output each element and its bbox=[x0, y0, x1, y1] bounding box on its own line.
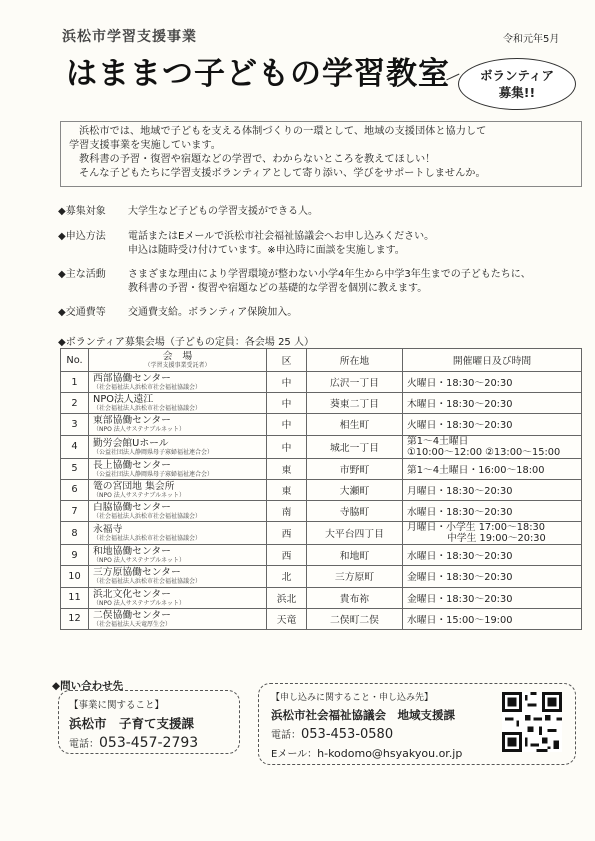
venue-cell bbox=[89, 500, 267, 521]
venue-schedule: 月曜日・小学生 17:00～18:30 bbox=[407, 522, 545, 534]
venue-schedule-cell bbox=[403, 435, 582, 458]
venue-no: 11 bbox=[61, 587, 89, 608]
venue-address: 葵東二丁目 bbox=[307, 393, 403, 414]
venue-address: 広沢一丁目 bbox=[307, 372, 403, 393]
venue-schedule-cell bbox=[403, 458, 582, 479]
venues-heading: ◆ボランティア募集会場（子どもの定員：各会場 25 人） bbox=[58, 337, 314, 348]
header-venue-label: 会 場 bbox=[162, 351, 193, 362]
venue-name: 白脇協働センター bbox=[93, 502, 171, 514]
venue-no: 8 bbox=[61, 522, 89, 545]
venue-schedule: 金曜日・18:30～20:30 bbox=[407, 593, 513, 605]
table-row bbox=[61, 372, 582, 393]
header-address: 所在地 bbox=[307, 349, 403, 372]
venue-name: 永福寺 bbox=[93, 524, 123, 536]
venue-cell bbox=[89, 522, 267, 545]
venue-no: 10 bbox=[61, 566, 89, 587]
venue-name: 勤労会館Uホール bbox=[93, 437, 169, 449]
intro-line-1: 浜松市では、地域で子どもを支える体制づくりの一環として、地域の支援団体と協力して bbox=[79, 126, 487, 137]
bubble-line-1: ボランティア bbox=[479, 68, 554, 83]
apply-tel[interactable]: 053-453-0580 bbox=[301, 727, 394, 742]
venue-name: NPO法人遠江 bbox=[93, 394, 154, 406]
supertitle: 浜松市学習支援事業 bbox=[62, 29, 197, 45]
venue-schedule-2: ①10:00～12:00 ②13:00～15:00 bbox=[407, 446, 561, 458]
venue-address: 城北一丁目 bbox=[307, 435, 403, 458]
venue-address: 二俣町二俣 bbox=[307, 608, 403, 629]
header-venue bbox=[89, 349, 267, 372]
header-no: No. bbox=[61, 349, 89, 372]
venue-schedule: 水曜日・15:00～19:00 bbox=[407, 614, 513, 626]
venue-org: （NPO 法人サステナブルネット） bbox=[93, 599, 185, 607]
venue-no: 7 bbox=[61, 500, 89, 521]
contact-tel[interactable]: 053-457-2793 bbox=[99, 735, 199, 751]
contact-tel-label: 電話： bbox=[69, 739, 99, 750]
issue-date: 令和元年5月 bbox=[503, 34, 560, 45]
volunteer-recruit-bubble bbox=[458, 58, 576, 110]
venue-org: （社会福祉法人浜松市社会福祉協議会） bbox=[93, 405, 202, 413]
activity-value-2: 教科書の予習・復習や宿題などの基礎的な学習を個別に教えます。 bbox=[128, 282, 428, 294]
table-row bbox=[61, 435, 582, 458]
table-row bbox=[61, 479, 582, 500]
venue-address: 貴布祢 bbox=[307, 587, 403, 608]
venue-no: 12 bbox=[61, 608, 89, 629]
header-schedule: 開催曜日及び時間 bbox=[403, 349, 582, 372]
venue-ward: 東 bbox=[267, 458, 307, 479]
venue-name: 篭の宮団地 集会所 bbox=[93, 480, 175, 492]
venue-ward: 西 bbox=[267, 522, 307, 545]
venue-schedule-cell bbox=[403, 566, 582, 587]
venue-cell bbox=[89, 566, 267, 587]
venue-cell bbox=[89, 458, 267, 479]
venue-address: 和地町 bbox=[307, 545, 403, 566]
method-label: ◆申込方法 bbox=[58, 231, 106, 242]
table-row bbox=[61, 608, 582, 629]
venue-ward: 浜北 bbox=[267, 587, 307, 608]
apply-email-label: Eメール： bbox=[271, 749, 318, 760]
venue-schedule-cell bbox=[403, 522, 582, 545]
venue-address: 大平台四丁目 bbox=[307, 522, 403, 545]
apply-org: 浜松市社会福祉協議会 地域支援課 bbox=[271, 708, 455, 722]
venue-cell bbox=[89, 479, 267, 500]
venue-cell bbox=[89, 414, 267, 435]
venue-schedule-cell bbox=[403, 393, 582, 414]
venue-schedule-cell bbox=[403, 479, 582, 500]
table-row bbox=[61, 414, 582, 435]
venue-address: 相生町 bbox=[307, 414, 403, 435]
venue-ward: 天竜 bbox=[267, 608, 307, 629]
apply-email[interactable]: h-kodomo@hsyakyou.or.jp bbox=[317, 747, 463, 760]
venue-name: 和地協働センター bbox=[93, 546, 171, 558]
venue-no: 2 bbox=[61, 393, 89, 414]
table-row bbox=[61, 587, 582, 608]
venue-ward: 東 bbox=[267, 479, 307, 500]
fee-label: ◆交通費等 bbox=[58, 307, 106, 318]
venue-org: （公益社団法人静岡県母子寡婦福祉連合会） bbox=[93, 470, 214, 478]
venue-schedule-cell bbox=[403, 587, 582, 608]
venue-no: 1 bbox=[61, 372, 89, 393]
venue-ward: 中 bbox=[267, 372, 307, 393]
venue-schedule: 第1～4土曜日 bbox=[407, 435, 469, 447]
venue-name: 長上協働センター bbox=[93, 459, 171, 471]
apply-tel-label: 電話： bbox=[271, 730, 301, 741]
fee-value: 交通費支給。ボランティア保険加入。 bbox=[128, 307, 298, 318]
qr-code-icon[interactable] bbox=[502, 692, 562, 752]
table-row bbox=[61, 566, 582, 587]
venue-org: （公益社団法人静岡県母子寡婦福祉連合会） bbox=[93, 448, 214, 456]
method-value-2: 申込は随時受け付けています。※申込時に面談を実施します。 bbox=[128, 244, 405, 256]
venue-cell bbox=[89, 372, 267, 393]
table-row bbox=[61, 393, 582, 414]
venue-address: 寺脇町 bbox=[307, 500, 403, 521]
apply-box-title: 【申し込みに関すること・申し込み先】 bbox=[271, 693, 434, 703]
venue-cell bbox=[89, 545, 267, 566]
table-header-row bbox=[61, 349, 582, 372]
venue-org: （NPO 法人サステナブルネット） bbox=[93, 557, 185, 565]
venue-ward: 中 bbox=[267, 393, 307, 414]
venue-address: 大瀬町 bbox=[307, 479, 403, 500]
venue-ward: 西 bbox=[267, 545, 307, 566]
venue-schedule-cell bbox=[403, 372, 582, 393]
venue-org: （社会福祉法人天竜厚生会） bbox=[93, 620, 172, 628]
table-row bbox=[61, 458, 582, 479]
venue-org: （社会福祉法人浜松市社会福祉協議会） bbox=[93, 384, 202, 392]
intro-line-2: 学習支援事業を実施しています。 bbox=[69, 140, 221, 151]
header-ward: 区 bbox=[267, 349, 307, 372]
venue-no: 6 bbox=[61, 479, 89, 500]
venue-address: 市野町 bbox=[307, 458, 403, 479]
venue-schedule-cell bbox=[403, 608, 582, 629]
venue-org: （社会福祉法人浜松市社会福祉協議会） bbox=[93, 578, 202, 586]
venue-cell bbox=[89, 393, 267, 414]
venue-schedule: 火曜日・18:30～20:30 bbox=[407, 378, 513, 390]
method-value-1: 電話またはEメールで浜松市社会福祉協議会へお申し込みください。 bbox=[128, 231, 435, 242]
venue-schedule: 第1～4土曜日・16:00～18:00 bbox=[407, 464, 545, 476]
venue-schedule: 火曜日・18:30～20:30 bbox=[407, 420, 513, 432]
venue-name: 浜北文化センター bbox=[93, 588, 171, 600]
venue-org: （NPO 法人サステナブルネット） bbox=[93, 426, 185, 434]
venue-ward: 北 bbox=[267, 566, 307, 587]
venue-cell bbox=[89, 435, 267, 458]
venue-schedule-2: 中学生 19:00～20:30 bbox=[447, 533, 546, 545]
target-value: 大学生など子どもの学習支援ができる人。 bbox=[128, 206, 318, 217]
venue-ward: 中 bbox=[267, 435, 307, 458]
venue-name: 東部協働センター bbox=[93, 415, 171, 427]
venue-no: 3 bbox=[61, 414, 89, 435]
venue-ward: 中 bbox=[267, 414, 307, 435]
venue-ward: 南 bbox=[267, 500, 307, 521]
intro-line-4: そんな子どもたちに学習支援ボランティアとして寄り添い、学びをサポートしませんか。 bbox=[79, 168, 486, 179]
venue-name: 西部協働センター bbox=[93, 373, 171, 385]
page-title: はままつ子どもの学習教室 bbox=[66, 56, 450, 92]
venue-schedule: 月曜日・18:30～20:30 bbox=[407, 485, 513, 497]
bubble-line-2: 募集!! bbox=[498, 85, 536, 100]
venue-no: 5 bbox=[61, 458, 89, 479]
venue-cell bbox=[89, 587, 267, 608]
activity-value-1: さまざまな理由により学習環境が整わない小学4年生から中学3年生までの子どもたちに、 bbox=[128, 269, 531, 280]
contact-label: ◆問い合わせ先 bbox=[52, 680, 124, 692]
target-label: ◆募集対象 bbox=[58, 206, 106, 217]
venue-schedule: 水曜日・18:30～20:30 bbox=[407, 551, 513, 563]
venue-schedule: 水曜日・18:30～20:30 bbox=[407, 507, 513, 519]
venue-cell bbox=[89, 608, 267, 629]
intro-box bbox=[60, 121, 582, 187]
venue-org: （NPO 法人サステナブルネット） bbox=[93, 491, 185, 499]
activity-label: ◆主な活動 bbox=[58, 269, 106, 280]
venue-address: 三方原町 bbox=[307, 566, 403, 587]
venue-name: 二俣協働センター bbox=[93, 609, 171, 621]
intro-line-3: 教科書の予習・復習や宿題などの学習で、わからないところを教えてほしい！ bbox=[79, 154, 436, 165]
venue-schedule: 木曜日・18:30～20:30 bbox=[407, 399, 513, 411]
venue-org: （社会福祉法人浜松市社会福祉協議会） bbox=[93, 513, 202, 521]
contact-box-title: 【事業に関すること】 bbox=[69, 700, 165, 711]
venue-schedule-cell bbox=[403, 500, 582, 521]
table-row bbox=[61, 545, 582, 566]
contact-box bbox=[58, 690, 240, 754]
venue-org: （社会福祉法人浜松市社会福祉協議会） bbox=[93, 535, 202, 543]
contact-tel-row bbox=[69, 735, 229, 751]
venues-table bbox=[60, 348, 582, 630]
venue-no: 4 bbox=[61, 435, 89, 458]
contact-org: 浜松市 子育て支援課 bbox=[69, 716, 195, 731]
table-row bbox=[61, 522, 582, 545]
venue-schedule-cell bbox=[403, 545, 582, 566]
venue-name: 三方原協働センター bbox=[93, 567, 181, 579]
venue-no: 9 bbox=[61, 545, 89, 566]
venue-schedule-cell bbox=[403, 414, 582, 435]
table-row bbox=[61, 500, 582, 521]
venue-schedule: 金曜日・18:30～20:30 bbox=[407, 572, 513, 584]
header-venue-sub: （学習支援事業受託者） bbox=[144, 362, 211, 369]
